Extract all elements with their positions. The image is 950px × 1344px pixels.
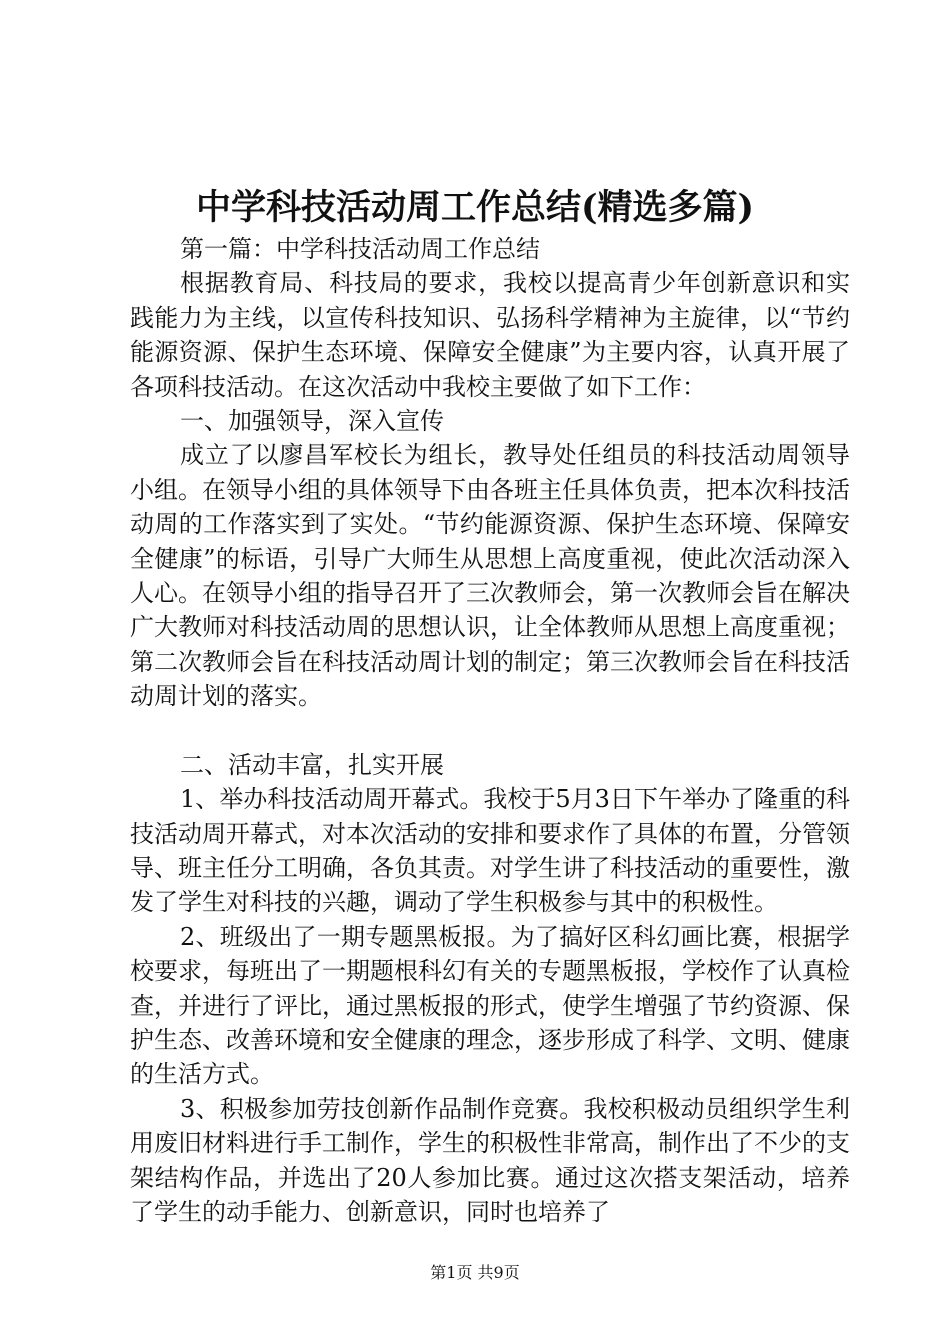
activity-item-blackboard: 2、班级出了一期专题黑板报。为了搞好区科幻画比赛，根据学校要求，每班出了一期题根科幻有关的专题黑板报，学校作了认真检查，并进行了评比，通过黑板报的形式，使学生增强了节约资源、保护生态、改善环境和安全健康的理念，逐步形成了科学、文明、健康的生活方式。 [130,922,850,1089]
document-title: 中学科技活动周工作总结(精选多篇) [195,187,755,228]
leadership-paragraph: 成立了以廖昌军校长为组长，教导处任组员的科技活动周领导小组。在领导小组的具体领导下由各班主任具体负责，把本次科技活动周的工作落实到了实处。“节约能源资源、保护生态环境、保障安全健康”的标语，引导广大师生从思想上高度重视，使此次活动深入人心。在领导小组的指导召开了三次教师会，第一次教师会旨在解决广大教师对科技活动周的思想认识，让全体教师从思想上高度重视；第二次教师会旨在科技活动周计划的制定；第三次教师会旨在科技活动周计划的落实。 [130,441,850,711]
section-heading-activities: 二、活动丰富，扎实开展 [180,750,444,779]
section-heading-leadership: 一、加强领导，深入宣传 [180,407,444,436]
page-footer: 第1页 共9页 [430,1263,520,1282]
section-heading-part-one: 第一篇：中学科技活动周工作总结 [180,235,540,263]
activity-item-opening: 1、举办科技活动周开幕式。我校于5月3日下午举办了隆重的科技活动周开幕式，对本次活动的安排和要求作了具体的布置，分管领导、班主任分工明确，各负其责。对学生讲了科技活动的重要性，激发了学生对科技的兴趣，调动了学生积极参与其中的积极性。 [130,785,850,917]
document-body [130,232,850,1229]
intro-paragraph: 根据教育局、科技局的要求，我校以提高青少年创新意识和实践能力为主线，以宣传科技知识、弘扬科学精神为主旋律，以“节约能源资源、保护生态环境、保障安全健康”为主要内容，认真开展了各项科技活动。在这次活动中我校主要做了如下工作： [130,269,850,401]
activity-item-competition: 3、积极参加劳技创新作品制作竞赛。我校积极动员组织学生利用废旧材料进行手工制作，学生的积极性非常高，制作出了不少的支架结构作品，并选出了20人参加比赛。通过这次搭支架活动，培养了学生的动手能力、创新意识，同时也培养了 [130,1094,850,1226]
